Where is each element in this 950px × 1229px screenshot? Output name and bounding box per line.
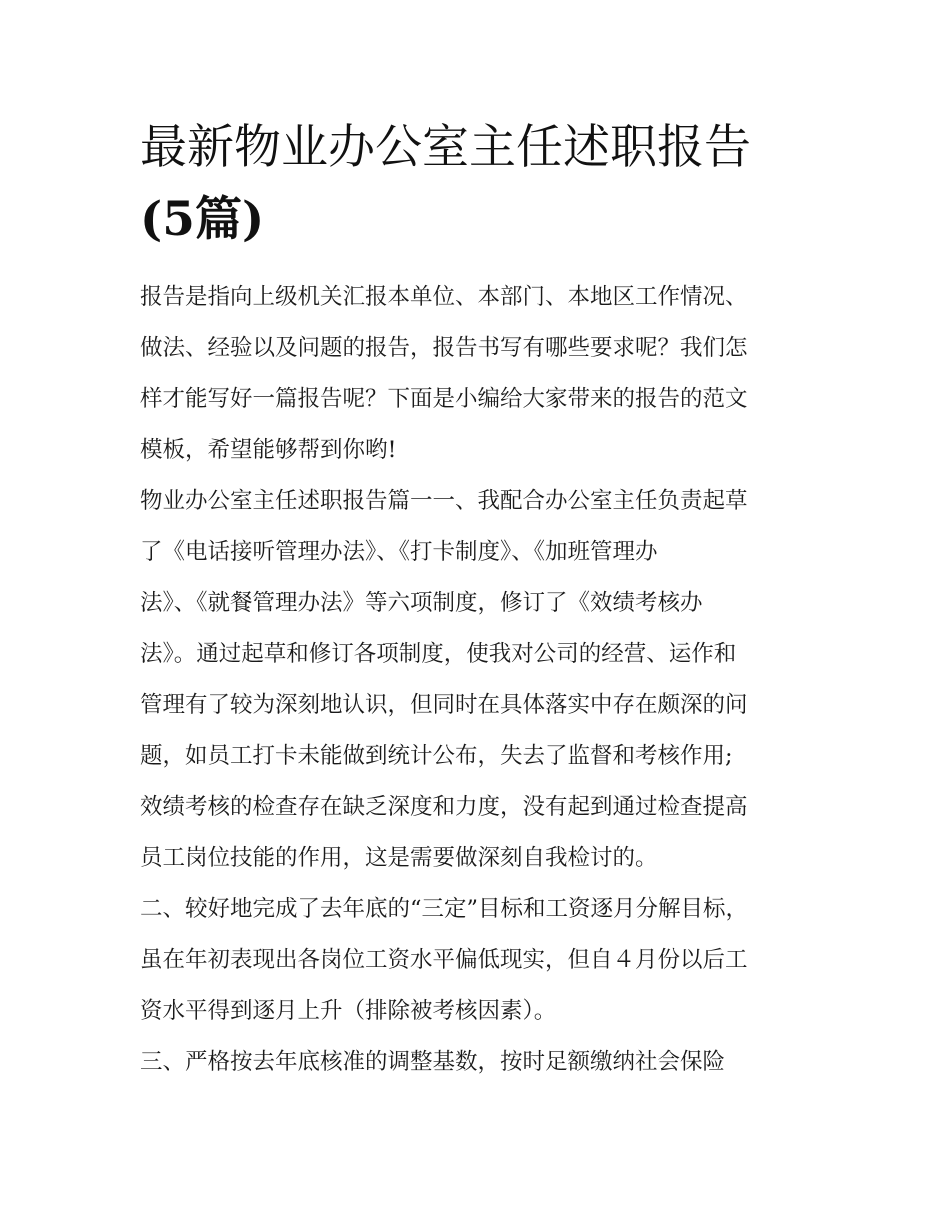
text-line: 做法、经验以及问题的报告，报告书写有哪些要求呢？我们怎: [140, 335, 748, 361]
text-line: 虽在年初表现出各岗位工资水平偏低现实，但自４月份以后工: [140, 947, 748, 973]
text-line: 法》。通过起草和修订各项制度，使我对公司的经营、运作和: [140, 641, 737, 667]
text-line: 法》、《就餐管理办法》等六项制度，修订了《效绩考核办: [140, 590, 703, 616]
document-title: [140, 112, 812, 256]
text-line: 样才能写好一篇报告呢？下面是小编给大家带来的报告的范文: [140, 386, 748, 412]
section-two-paragraph: [140, 884, 812, 1037]
text-line: 员工岗位技能的作用，这是需要做深刻自我检讨的。: [140, 845, 658, 871]
text-line: 报告是指向上级机关汇报本单位、本部门、本地区工作情况、: [140, 284, 748, 310]
text-line: 效绩考核的检查存在缺乏深度和力度，没有起到通过检查提高: [140, 794, 748, 820]
text-line: 了《电话接听管理办法》、《打卡制度》、《加班管理办: [140, 539, 658, 565]
title-line-2: (5篇): [140, 192, 265, 247]
section-one-paragraph: [140, 476, 812, 884]
text-line: 模板，希望能够帮到你哟!: [140, 437, 397, 463]
text-line: 三、严格按去年底核准的调整基数，按时足额缴纳社会保险: [140, 1049, 726, 1075]
text-line: 管理有了较为深刻地认识，但同时在具体落实中存在颇深的问: [140, 692, 748, 718]
text-line: 二、较好地完成了去年底的“三定”目标和工资逐月分解目标，: [140, 896, 749, 922]
text-line: 题，如员工打卡未能做到统计公布，失去了监督和考核作用;: [140, 743, 733, 769]
text-line: 资水平得到逐月上升（排除被考核因素）。: [140, 998, 557, 1024]
title-line-1: 最新物业办公室主任述职报告: [140, 120, 751, 175]
section-three-paragraph: [140, 1037, 812, 1088]
intro-paragraph: [140, 272, 812, 476]
document-body: [140, 112, 812, 1088]
text-line: 物业办公室主任述职报告篇一一、我配合办公室主任负责起草: [140, 488, 748, 514]
